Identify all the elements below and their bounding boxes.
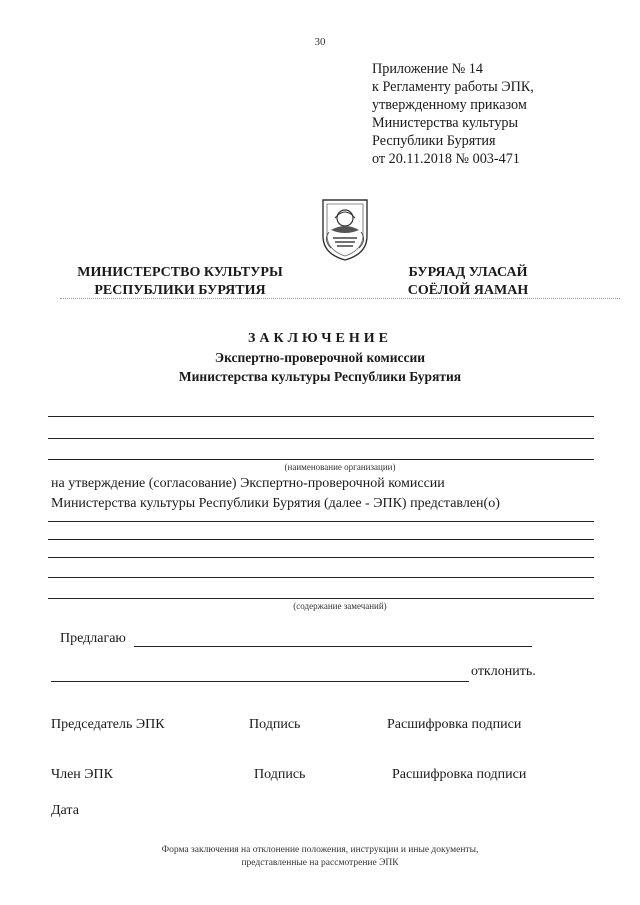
ministry-ru-line: МИНИСТЕРСТВО КУЛЬТУРЫ <box>77 265 283 280</box>
footer-line: Форма заключения на отклонение положения, инструкции и иные документы, <box>161 845 479 855</box>
appendix-line: Приложение № 14 <box>372 61 483 77</box>
ministry-bur-line: БУРЯАД УЛАСАЙ <box>408 265 528 280</box>
reject-blank-line <box>51 681 469 682</box>
propose-blank-line <box>134 646 532 647</box>
date-label: Дата <box>51 803 79 818</box>
ministry-ru-line: РЕСПУБЛИКИ БУРЯТИЯ <box>94 283 266 298</box>
ministry-bur-line: СОЁЛОЙ ЯАМАН <box>407 283 529 298</box>
blank-line-remarks <box>48 539 594 540</box>
chairman-signature: Подпись <box>249 717 301 732</box>
appendix-line: к Регламенту работы ЭПК, <box>372 79 534 95</box>
member-role: Член ЭПК <box>51 767 113 782</box>
blank-line-remarks <box>48 557 594 558</box>
subtitle-ministry: Министерства культуры Республики Бурятия <box>178 369 462 384</box>
body-text-line: Министерства культуры Республики Бурятия (далее - ЭПК) представлен(о) <box>51 496 500 511</box>
blank-line-remarks <box>48 598 594 599</box>
header-divider <box>60 298 620 299</box>
document-title: ЗАКЛЮЧЕНИЕ <box>247 331 393 346</box>
appendix-line: утвержденному приказом <box>372 97 527 113</box>
appendix-line: Министерства культуры <box>372 115 519 131</box>
footer-note <box>0 844 640 870</box>
footer-line: представленные на рассмотрение ЭПК <box>241 858 399 868</box>
chairman-role: Председатель ЭПК <box>51 717 165 732</box>
body-text-line: на утверждение (согласование) Экспертно-проверочной комиссии <box>51 476 445 491</box>
appendix-header <box>372 60 534 168</box>
reject-label: отклонить. <box>471 664 536 679</box>
blank-line-remarks <box>48 521 594 522</box>
ministry-name-bur <box>378 264 558 300</box>
blank-line-org <box>48 416 594 417</box>
ministry-name-ru <box>55 264 305 300</box>
propose-label: Предлагаю <box>60 631 126 646</box>
page-number: 30 <box>314 36 326 48</box>
chairman-transcript: Расшифровка подписи <box>387 717 522 732</box>
appendix-line: Республики Бурятия <box>372 133 496 149</box>
blank-line-org <box>48 438 594 439</box>
member-signature: Подпись <box>254 767 306 782</box>
member-transcript: Расшифровка подписи <box>392 767 527 782</box>
subtitle-commission: Экспертно-проверочной комиссии <box>214 350 426 365</box>
blank-line-org <box>48 459 594 460</box>
caption-remarks: (содержание замечаний) <box>293 601 387 611</box>
blank-line-remarks <box>48 577 594 578</box>
appendix-line: от 20.11.2018 № 003-471 <box>372 151 520 167</box>
coat-of-arms-emblem <box>317 196 373 262</box>
caption-organization: (наименование организации) <box>284 462 396 472</box>
